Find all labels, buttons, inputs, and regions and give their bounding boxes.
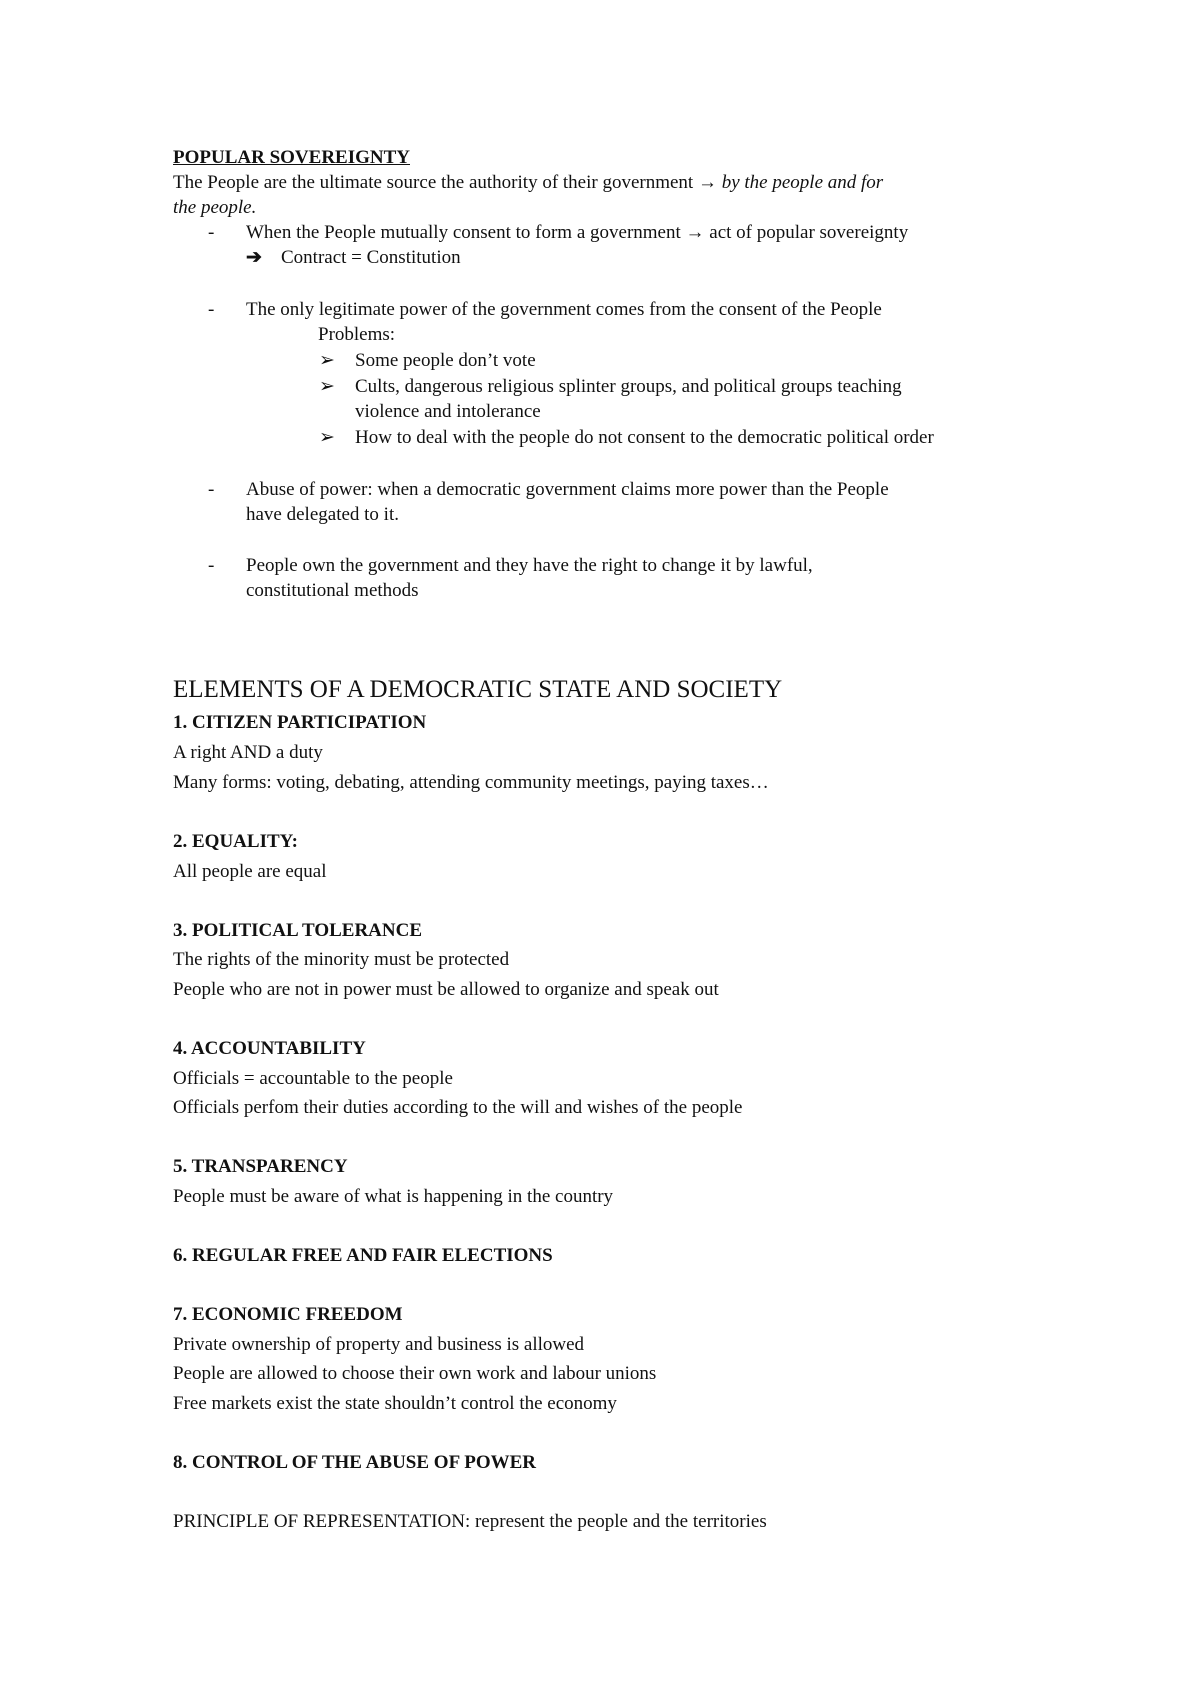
bullet-1-text: When the People mutually consent to form a government (246, 222, 686, 243)
dash-bullet: - (208, 299, 215, 320)
bullet-sub-text: Contract = Constitution (281, 247, 461, 268)
page-title: ELEMENTS OF A DEMOCRATIC STATE AND SOCIETY (173, 676, 783, 703)
element-line: Free markets exist the state shouldn’t control the economy (173, 1393, 617, 1414)
intro-italic-2: the people. (173, 197, 257, 218)
element-heading: 8. CONTROL OF THE ABUSE OF POWER (173, 1452, 536, 1473)
intro-italic: by the people and for (721, 172, 884, 193)
problem-item: Cults, dangerous religious splinter groups, and political groups teaching (355, 376, 902, 397)
element-line: People must be aware of what is happening in the country (173, 1186, 614, 1207)
bullet-text: People own the government and they have the right to change it by lawful, (246, 555, 813, 576)
element-heading: 7. ECONOMIC FREEDOM (173, 1304, 403, 1325)
bullet-text-cont: constitutional methods (246, 580, 419, 601)
element-line: Officials = accountable to the people (173, 1068, 453, 1089)
bullet-text-cont: have delegated to it. (246, 504, 399, 525)
element-line: The rights of the minority must be protected (173, 949, 510, 970)
chevron-bullet-icon: ➢ (319, 350, 335, 371)
problems-label: Problems: (318, 324, 396, 345)
element-line: People who are not in power must be allowed to organize and speak out (173, 979, 719, 1000)
element-line: Private ownership of property and business is allowed (173, 1334, 585, 1355)
dash-bullet: - (208, 479, 215, 500)
principle-line: PRINCIPLE OF REPRESENTATION: represent the people and the territories (173, 1511, 767, 1532)
bullet-1-tail: act of popular sovereignty (704, 222, 909, 243)
element-line: People are allowed to choose their own work and labour unions (173, 1363, 657, 1384)
element-heading: 3. POLITICAL TOLERANCE (173, 920, 423, 941)
element-heading: 2. EQUALITY: (173, 831, 298, 852)
problem-item: Some people don’t vote (355, 350, 536, 371)
intro-line-2 (173, 195, 256, 220)
element-heading: 5. TRANSPARENCY (173, 1156, 348, 1177)
element-heading: 6. REGULAR FREE AND FAIR ELECTIONS (173, 1245, 553, 1266)
problem-item-cont: violence and intolerance (355, 401, 541, 422)
dash-bullet: - (208, 555, 215, 576)
element-line: A right AND a duty (173, 742, 323, 763)
right-arrow-icon: → (685, 222, 705, 243)
bullet-text (246, 220, 908, 245)
element-heading: 4. ACCOUNTABILITY (173, 1038, 366, 1059)
bullet-text: The only legitimate power of the government comes from the consent of the People (246, 299, 882, 320)
intro-line (173, 170, 883, 195)
element-line: Many forms: voting, debating, attending community meetings, paying taxes… (173, 772, 769, 793)
problem-item: How to deal with the people do not consent to the democratic political order (355, 427, 934, 448)
element-line: Officials perfom their duties according to the will and wishes of the people (173, 1097, 743, 1118)
chevron-bullet-icon: ➢ (319, 376, 335, 397)
intro-text: The People are the ultimate source the authority of their government (173, 172, 698, 193)
element-line: All people are equal (173, 861, 327, 882)
chevron-bullet-icon: ➢ (319, 427, 335, 448)
section-heading: POPULAR SOVEREIGNTY (173, 147, 410, 168)
bullet-text: Abuse of power: when a democratic government claims more power than the People (246, 479, 889, 500)
dash-bullet: - (208, 222, 215, 243)
right-arrow-icon: → (697, 172, 717, 193)
bold-arrow-icon: ➔ (246, 247, 262, 268)
element-heading: 1. CITIZEN PARTICIPATION (173, 712, 427, 733)
